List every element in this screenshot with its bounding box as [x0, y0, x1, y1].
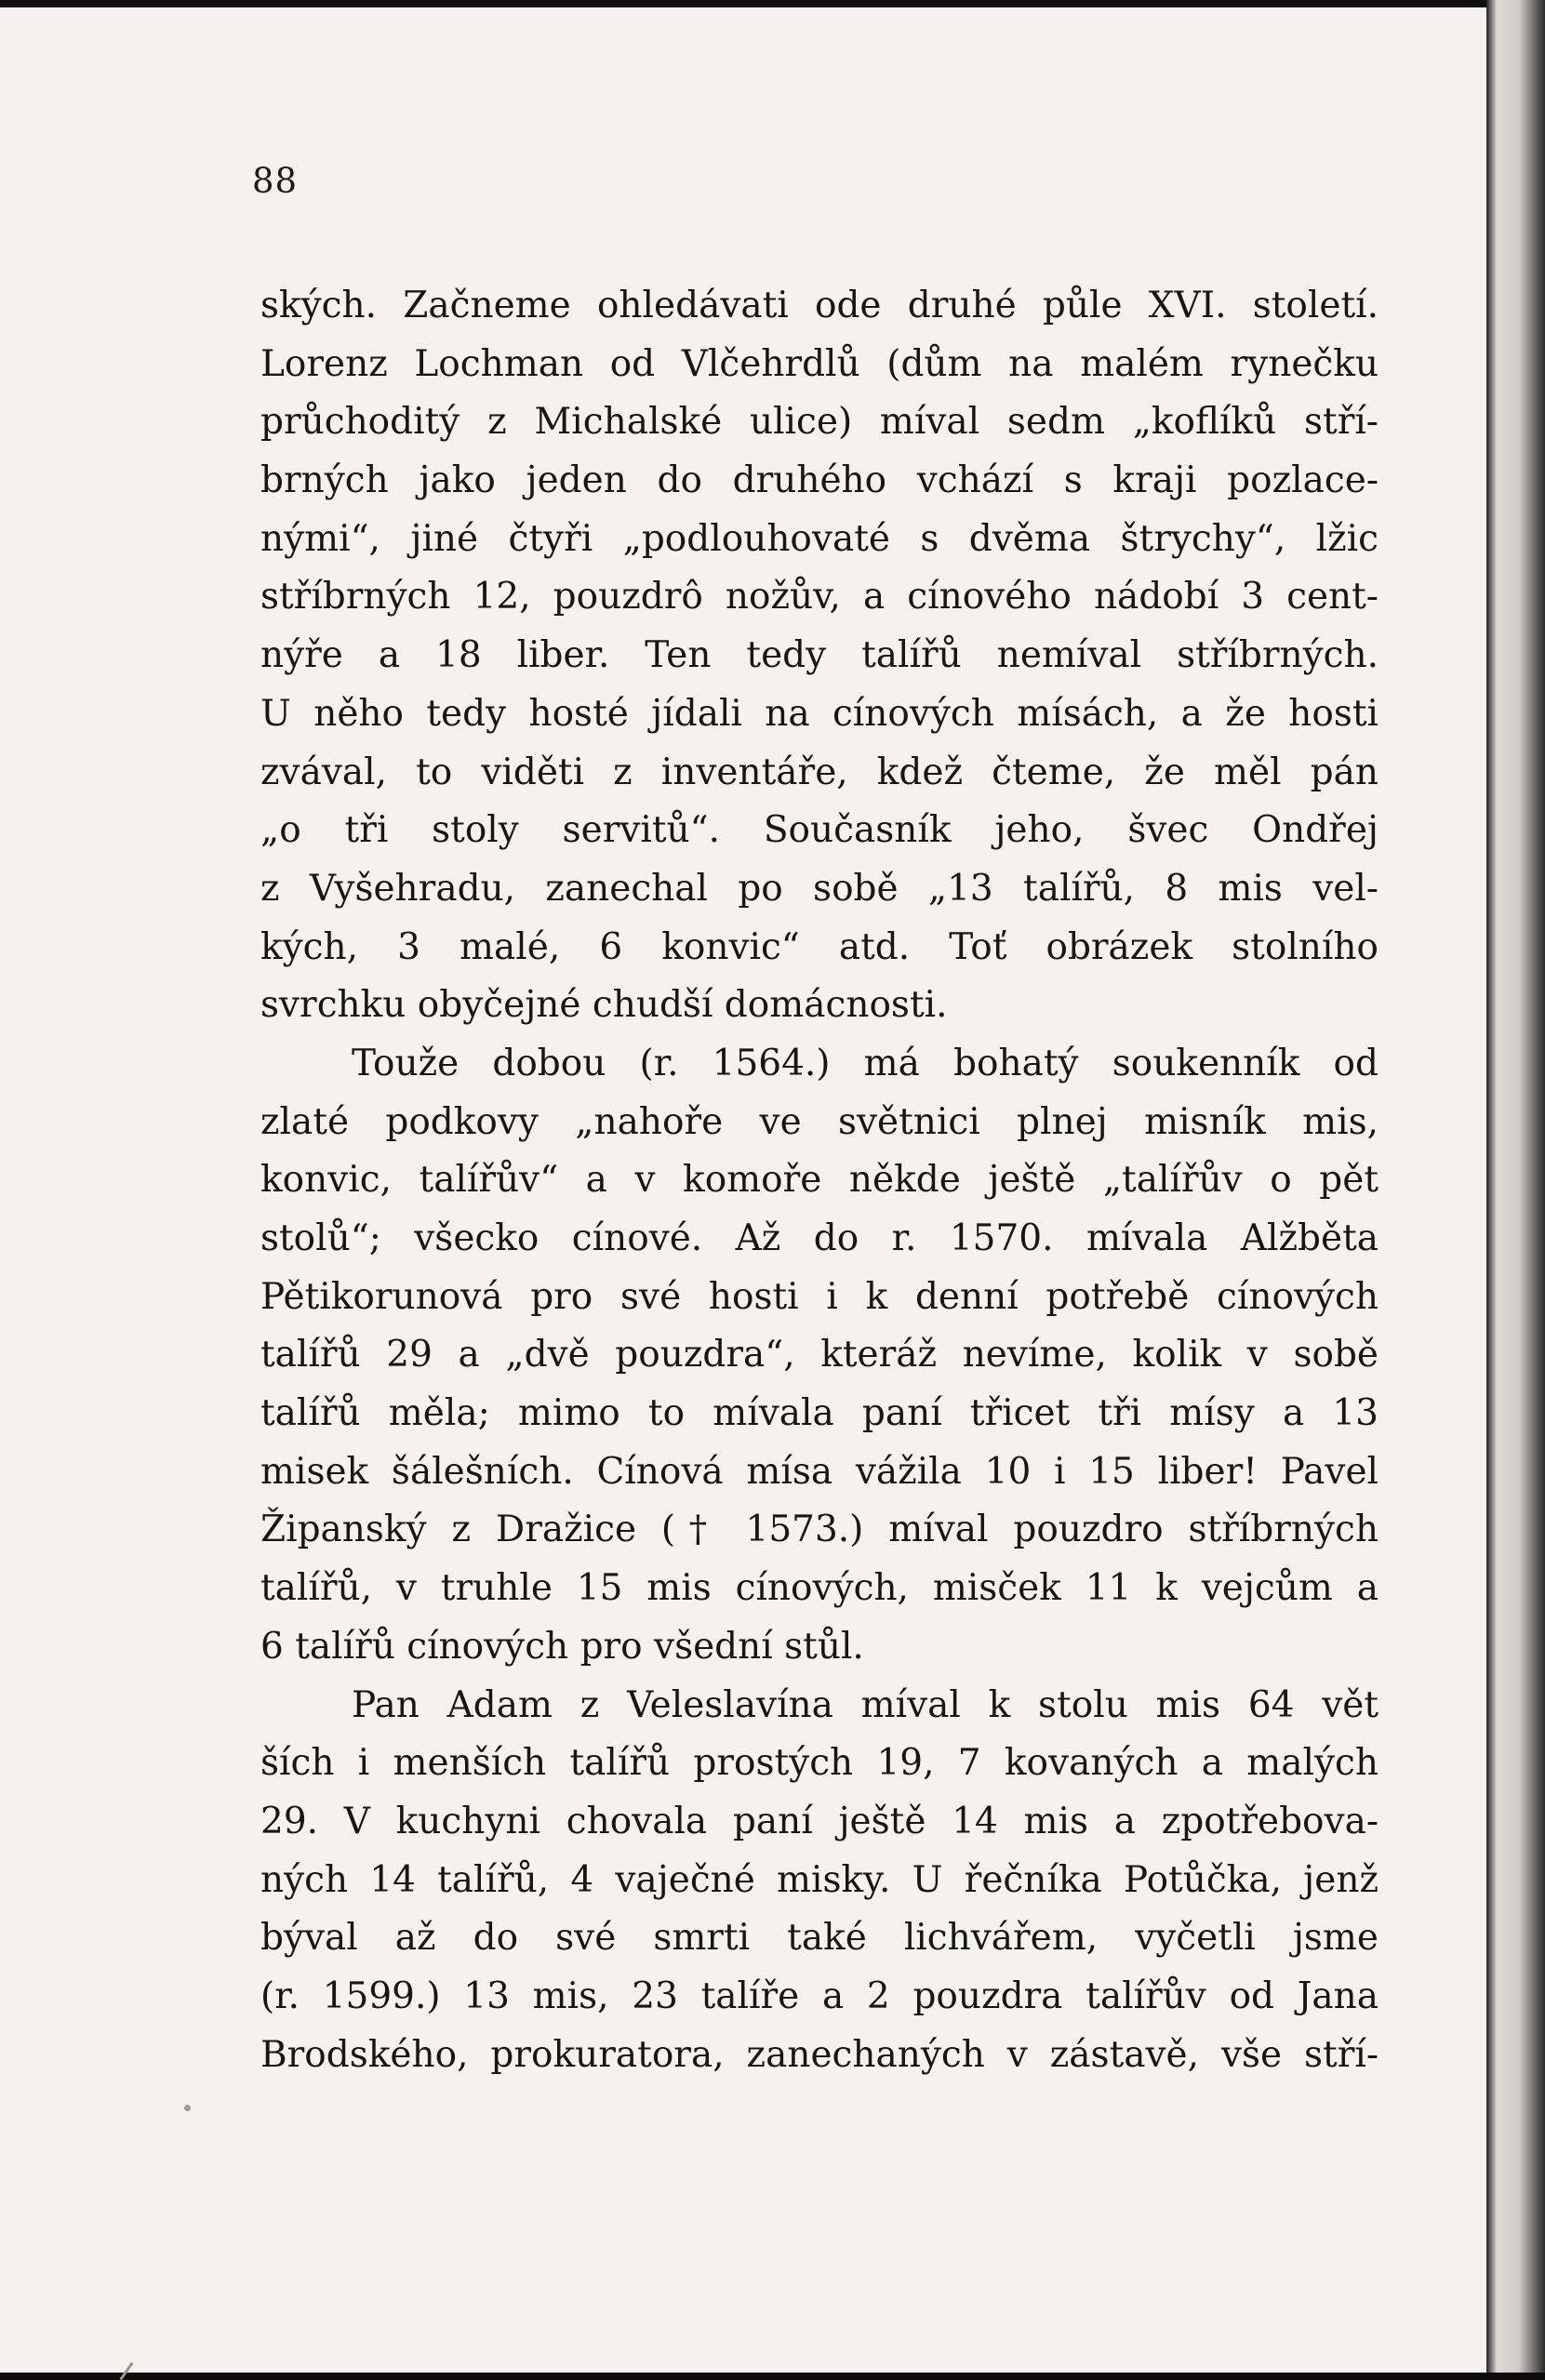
text-line: průchoditý z Michalské ulice) míval sedm „koflíků stří-	[260, 401, 1379, 444]
scan-speck	[184, 2105, 191, 2111]
paragraph-start-line: Touže dobou (r. 1564.) má bohatý soukenník od	[352, 1042, 1379, 1084]
text-line: Lorenz Lochman od Vlčehrdlů (dům na malém rynečku	[260, 342, 1379, 385]
text-line: stolů“; všecko cínové. Až do r. 1570. mívala Alžběta	[260, 1217, 1379, 1259]
text-line: talířů měla; mimo to mívala paní třicet tři mísy a 13	[260, 1392, 1379, 1435]
text-line: (r. 1599.) 13 mis, 23 talíře a 2 pouzdra talířův od Jana	[260, 1974, 1379, 2017]
text-line: „o tři stoly servitů“. Současník jeho, švec Ondřej	[260, 809, 1379, 852]
text-line: z Vyšehradu, zanechal po sobě „13 talířů, 8 mis vel-	[260, 867, 1379, 910]
text-line: kých, 3 malé, 6 konvic“ atd. Toť obrázek stolního	[260, 925, 1379, 968]
page-number: 88	[252, 161, 299, 201]
text-line: stříbrných 12, pouzdrô nožův, a cínového nádobí 3 cent-	[260, 576, 1379, 618]
pencil-mark	[119, 2362, 133, 2380]
text-line: talířů, v truhle 15 mis cínových, misček 11 k vejcům a	[260, 1567, 1379, 1610]
text-line: svrchku obyčejné chudší domácnosti.	[260, 984, 948, 1027]
text-line: ských. Začneme ohledávati ode druhé půle XVI. století.	[260, 285, 1379, 326]
text-line: Žipanský z Dražice († 1573.) míval pouzdro stříbrných	[260, 1509, 1379, 1551]
text-line: misek šálešních. Cínová mísa vážila 10 i 15 liber! Pavel	[260, 1450, 1379, 1493]
page-edge-shadow	[1486, 0, 1545, 2373]
text-line: 6 talířů cínových pro všední stůl.	[260, 1625, 864, 1668]
paragraph-start-line: Pan Adam z Veleslavína míval k stolu mis 64 vět	[352, 1683, 1379, 1726]
text-line: nýře a 18 liber. Ten tedy talířů nemíval stříbrných.	[260, 634, 1379, 677]
text-line: nými“, jiné čtyři „podlouhovaté s dvěma štrychy“, lžic	[260, 517, 1379, 560]
text-line: zlaté podkovy „nahoře ve světnici plnej misník mis,	[260, 1100, 1379, 1143]
body-text	[260, 277, 1379, 2084]
text-line: brných jako jeden do druhého vchází s kraji pozlace-	[260, 459, 1379, 502]
text-line: Brodského, prokuratora, zanechaných v zástavě, vše stří-	[260, 2033, 1379, 2076]
text-line: 29. V kuchyni chovala paní ještě 14 mis a zpotřebova-	[260, 1800, 1379, 1842]
text-line: U něho tedy hosté jídali na cínových mísách, a že hosti	[260, 692, 1379, 735]
text-line: zvával, to viděti z inventáře, kdež čteme, že měl pán	[260, 751, 1379, 793]
text-line: konvic, talířův“ a v komoře někde ještě „talířův o pět	[260, 1159, 1379, 1202]
text-line: talířů 29 a „dvě pouzdra“, kteráž nevíme, kolik v sobě	[260, 1334, 1379, 1376]
text-line: ných 14 talířů, 4 vaječné misky. U řečníka Potůčka, jenž	[260, 1858, 1379, 1901]
text-line: ších i menších talířů prostých 19, 7 kovaných a malých	[260, 1742, 1379, 1785]
text-line: Pětikorunová pro své hosti i k denní potřebě cínových	[260, 1275, 1379, 1318]
text-line: býval až do své smrti také lichvářem, vyčetli jsme	[260, 1917, 1379, 1960]
